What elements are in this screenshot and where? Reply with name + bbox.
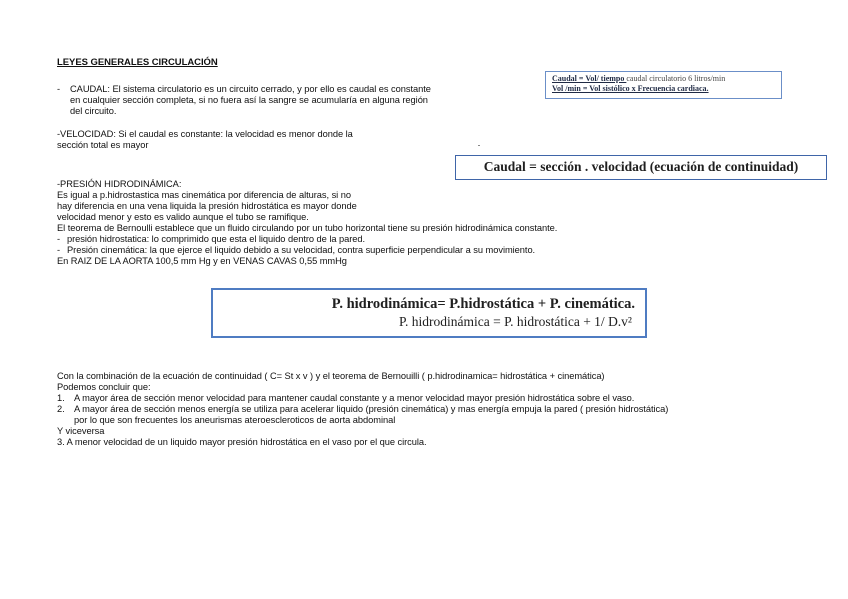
conclusion-line-2: Podemos concluir que:: [57, 382, 151, 392]
caudal-formula-box: [545, 71, 782, 99]
vol-min-formula: Vol /min = Vol sistólico x Frecuencia cardiaca.: [552, 84, 709, 93]
conclusion-item-1: A mayor área de sección menor velocidad para mantener caudal constante y a menor velocidad mayor presión hidrostática sobre el vaso.: [74, 393, 635, 403]
velocidad-paragraph: [57, 129, 457, 151]
hidrostatica-item: presión hidrostatica: lo comprimido que esta el liquido dentro de la pared.: [67, 234, 366, 244]
item-1-number: 1.: [57, 393, 65, 403]
presion-line-2: hay diferencia en una vena liquida la presión hidrostática es mayor donde: [57, 201, 357, 211]
conclusion-section: [57, 371, 817, 448]
hidrodinamica-formula-box: [211, 288, 647, 338]
aorta-line: En RAIZ DE LA AORTA 100,5 mm Hg y en VENAS CAVAS 0,55 mmHg: [57, 256, 347, 266]
bernoulli-line: El teorema de Bernoulli establece que un fluido circulando por un tubo horizontal tiene su presión hidrodinámica constante.: [57, 223, 558, 233]
conclusion-line-1: Con la combinación de la ecuación de continuidad ( C= St x v ) y el teorema de Bernouilli ( p.hidrodinamica= hidrostática + cinemática): [57, 371, 605, 381]
velocidad-line-1: -VELOCIDAD: Si el caudal es constante: la velocidad es menor donde la: [57, 129, 353, 139]
presion-heading: -PRESIÓN HIDRODINÁMICA:: [57, 179, 182, 189]
caudal-paragraph: [57, 84, 527, 117]
bullet-dash: -: [57, 84, 61, 94]
conclusion-item-3: 3. A menor velocidad de un liquido mayor presión hidrostática en el vaso por el que circula.: [57, 437, 427, 447]
caudal-line-3: del circuito.: [70, 106, 117, 116]
document-title: LEYES GENERALES CIRCULACIÓN: [57, 57, 218, 68]
velocidad-line-2: sección total es mayor: [57, 140, 149, 150]
caudal-line-2: en cualquier sección completa, si no fuera así la sangre se acumularía en alguna región: [70, 95, 428, 105]
presion-line-1: Es igual a p.hidrostastica mas cinemática por diferencia de alturas, si no: [57, 190, 351, 200]
item-2-number: 2.: [57, 404, 65, 414]
conclusion-item-2: A mayor área de sección menos energía se utiliza para acelerar liquido (presión cinemática) y mas energía empuja la pared ( presión hidrostática): [74, 404, 669, 414]
presion-section: -PRESIÓN HIDRODINÁMICA: Es igual a p.hidrostastica mas cinemática por diferencia de alturas, si no hay diferencia en una vena liquida la presión hidrostática es mayor donde velocidad menor y esto es valido aunque el tubo se ramifique. El teorema de Bernoulli establece que un fluido circulando por un tubo horizontal tiene su presión hidrodinámica constante. - presión hidrostatica: lo comprimido que esta el liquido dentro de la pared. - Presión cinemática: la que ejerce el liquido debido a su velocidad, contra superficie perpendicular a su movimiento. En RAIZ DE LA AORTA 100,5 mm Hg y en VENAS CAVAS 0,55 mmHg: [57, 179, 757, 267]
caudal-value-note: caudal circulatorio 6 litros/min: [626, 74, 726, 83]
conclusion-item-2-cont: por lo que son frecuentes los aneurismas ateroescleroticos de aorta abdominal: [74, 415, 396, 425]
caudal-line-1: CAUDAL: El sistema circulatorio es un circuito cerrado, y por ello es caudal es constante: [70, 84, 431, 94]
caudal-formula: Caudal = Vol/ tiempo: [552, 74, 627, 83]
cinematica-item: Presión cinemática: la que ejerce el liquido debido a su velocidad, contra superficie perpendicular a su movimiento.: [67, 245, 536, 255]
formula-line-2: P. hidrodinámica = P. hidrostática + 1/ D.v²: [398, 314, 632, 329]
continuity-equation-box: Caudal = sección . velocidad (ecuación de continuidad): [455, 155, 827, 180]
presion-line-3: velocidad menor y esto es valido aunque el tubo se ramifique.: [57, 212, 309, 222]
viceversa-line: Y viceversa: [57, 426, 105, 436]
stray-mark: [478, 145, 480, 146]
formula-line-1: P. hidrodinámica= P.hidrostática + P. cinemática.: [331, 296, 635, 312]
